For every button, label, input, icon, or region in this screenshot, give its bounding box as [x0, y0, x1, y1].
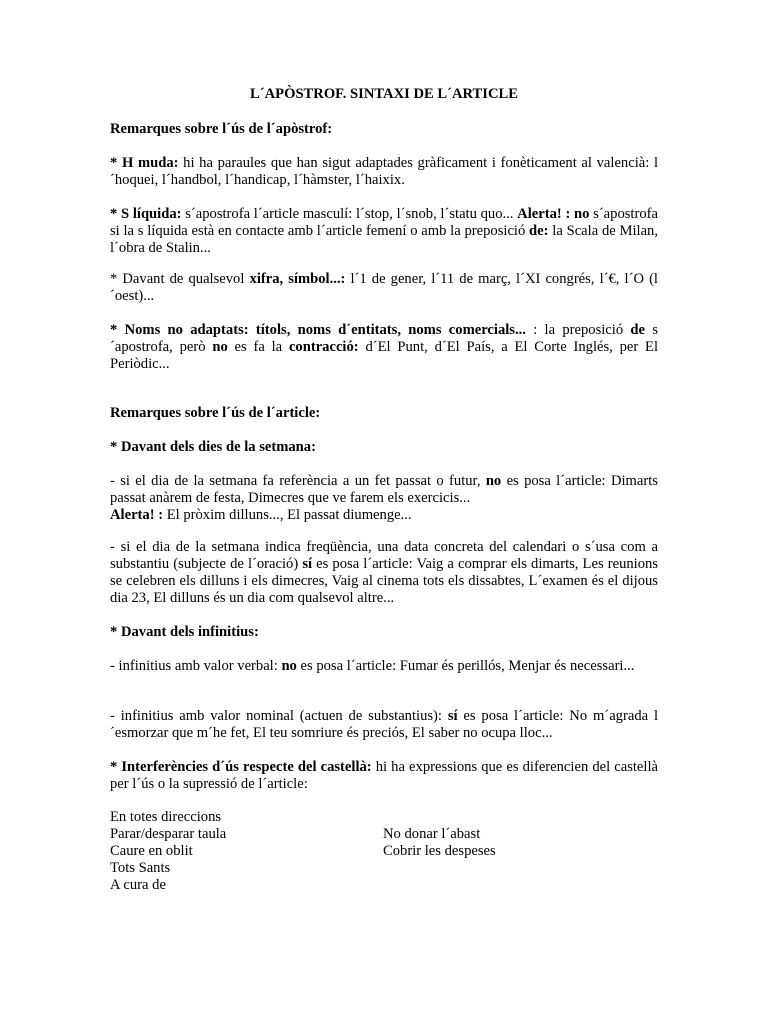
paragraph-dies-2: [110, 539, 658, 607]
xifra-text: * Davant de qualsevol: [110, 271, 250, 287]
infinitius-text: es posa l´article: No m´agrada l´esmorzar que m´he fet, El teu somriure és preciós, El saber no ocupa lloc...: [110, 708, 658, 741]
s-liquida-text: la Scala de Milan, l´obra de Stalin...: [110, 223, 658, 256]
s-liquida-label: * S líquida:: [110, 206, 182, 222]
list-item: En totes direccions: [110, 809, 222, 825]
h-muda-text: hi ha paraules que han sigut adaptades gràficament i fonèticament al valencià: l´hoquei, l´handbol, l´handicap, l´hàmster, l´haixix.: [110, 155, 658, 188]
bold-term: de:: [529, 223, 549, 239]
bold-term: contracció:: [288, 339, 359, 355]
h-muda-label: * H muda:: [110, 155, 179, 171]
bold-term: de: [630, 322, 646, 338]
noms-text: d´El Punt, d´El País, a El Corte Inglés, per El Periòdic...: [110, 339, 658, 372]
list-item: No donar l´abast: [383, 826, 481, 842]
dies-text: - si el dia de la setmana indica freqüència, una data concreta del calendari o s´usa com a substantiu (subjecte de l´oració): [110, 539, 658, 572]
list-item: Caure en oblit: [110, 843, 193, 859]
noms-label: * Noms no adaptats: títols, noms d´entitats, noms comercials...: [110, 322, 526, 338]
paragraph-dies-1: [110, 473, 658, 524]
xifra-text: l´1 de gener, l´11 de març, l´XI congrés, l´€, l´O (l´oest)...: [110, 271, 658, 304]
dies-text: El pròxim dilluns..., El passat diumenge...: [163, 507, 412, 523]
alert-label: Alerta! :: [110, 507, 164, 523]
noms-text: s´apostrofa, però: [110, 322, 658, 355]
bold-term: sí: [447, 708, 458, 724]
paragraph-s-liquida: [110, 206, 658, 257]
bold-term: no: [212, 339, 228, 355]
expression-list-right: [383, 826, 496, 860]
alert-label: Alerta! : no: [517, 206, 590, 222]
list-item: Parar/desparar taula: [110, 826, 227, 842]
list-item: A cura de: [110, 877, 166, 893]
interferencies-text: hi ha expressions que es diferencien del castellà per l´ús o la supressió de l´article:: [110, 759, 658, 792]
subheading-dies-setmana: * Davant dels dies de la setmana:: [110, 439, 316, 455]
paragraph-h-muda: [110, 155, 658, 189]
section-heading-article: Remarques sobre l´ús de l´article:: [110, 405, 321, 421]
s-liquida-text: s´apostrofa si la s líquida està en contacte amb l´article femení o amb la preposició: [110, 206, 658, 239]
s-liquida-text: s´apostrofa l´article masculí: l´stop, l´snob, l´statu quo...: [181, 206, 518, 222]
infinitius-text: - infinitius amb valor nominal (actuen de substantius):: [110, 708, 448, 724]
interferencies-label: * Interferències d´ús respecte del castellà:: [110, 759, 372, 775]
expression-list-left: [110, 809, 226, 894]
paragraph-interferencies: [110, 759, 658, 793]
section-heading-apostrof: Remarques sobre l´ús de l´apòstrof:: [110, 121, 333, 137]
bold-term: no: [281, 658, 297, 674]
noms-text: : la preposició: [525, 322, 631, 338]
paragraph-infinitius-2: [110, 708, 658, 742]
bold-term: sí: [302, 556, 313, 572]
dies-text: es posa l´article: Vaig a comprar els dimarts, Les reunions se celebren els dilluns i els dimecres, Vaig al cinema tots els dissabtes, L´examen és el dijous dia 23, El dilluns és un dia com qualsevol altre...: [110, 556, 658, 606]
paragraph-infinitius-1: [110, 658, 658, 675]
infinitius-text: - infinitius amb valor verbal:: [110, 658, 282, 674]
paragraph-xifra: [110, 271, 658, 305]
list-item: Tots Sants: [110, 860, 171, 876]
document-title: L´APÒSTROF. SINTAXI DE L´ARTICLE: [250, 86, 518, 102]
dies-text: - si el dia de la setmana fa referència a un fet passat o futur,: [110, 473, 486, 489]
list-item: Cobrir les despeses: [383, 843, 496, 859]
subheading-infinitius: * Davant dels infinitius:: [110, 624, 259, 640]
dies-text: es posa l´article: Dimarts passat anàrem de festa, Dimecres que ve farem els exercicis...: [110, 473, 658, 506]
bold-term: no: [485, 473, 502, 489]
paragraph-noms-no-adaptats: [110, 322, 658, 373]
bold-term: xifra, símbol...:: [249, 271, 346, 287]
infinitius-text: es posa l´article: Fumar és perillós, Menjar és necessari...: [296, 658, 635, 674]
noms-text: es fa la: [227, 339, 289, 355]
